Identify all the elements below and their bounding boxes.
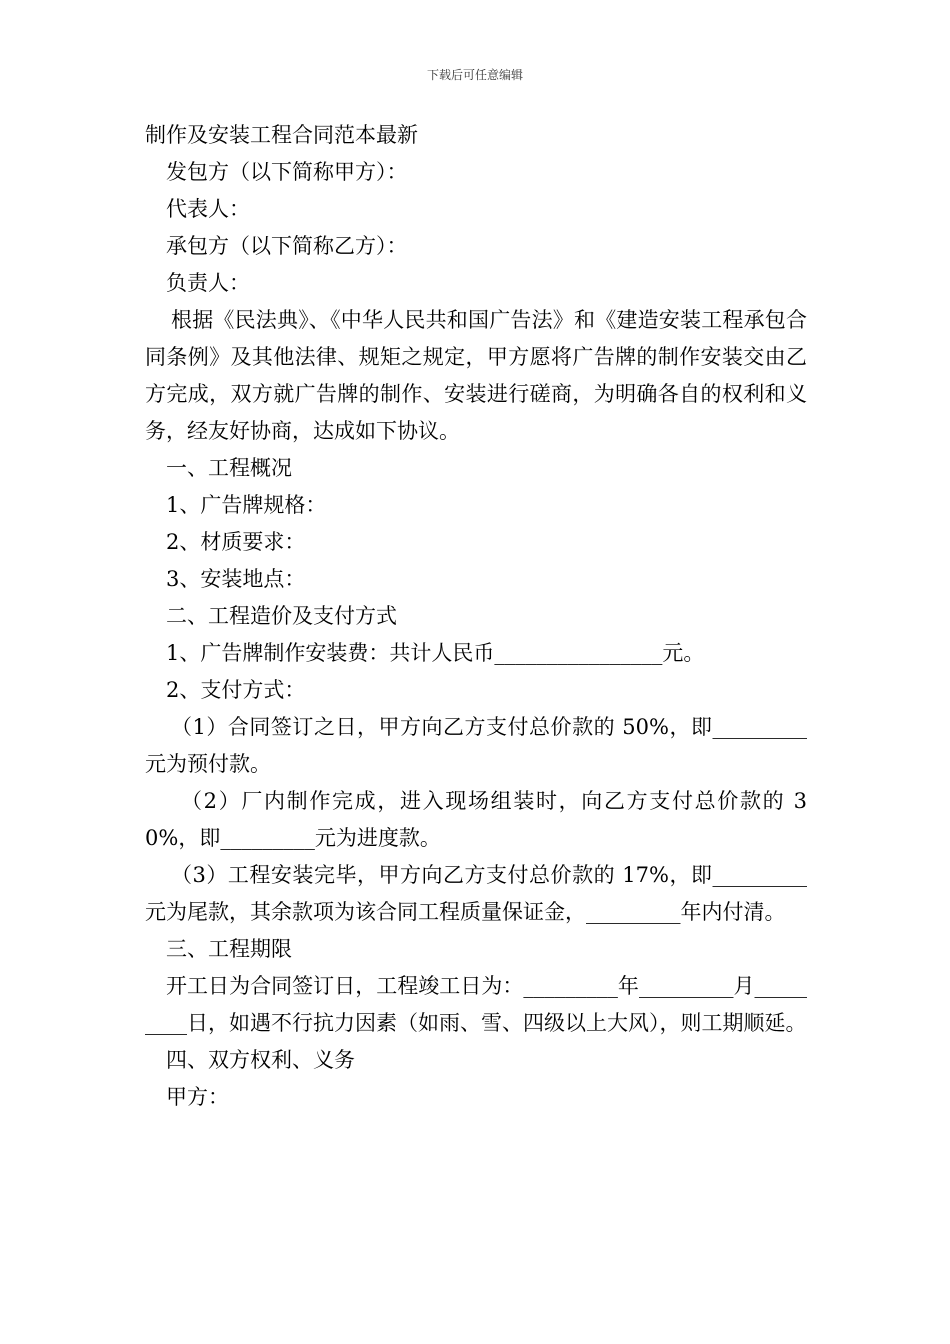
contract-paragraph: 负责人： bbox=[166, 271, 250, 295]
contract-document bbox=[145, 117, 807, 1116]
contract-paragraph: 二、工程造价及支付方式 bbox=[166, 604, 397, 628]
contract-paragraph: 2、支付方式： bbox=[166, 678, 306, 702]
contract-paragraph: （1）合同签订之日，甲方向乙方支付总价款的 50%，即_________元为预付款。 bbox=[145, 715, 807, 776]
contract-paragraph: 一、工程概况 bbox=[166, 456, 292, 480]
page-header: 下载后可任意编辑 bbox=[426, 68, 523, 82]
contract-paragraph: 2、材质要求： bbox=[166, 530, 306, 554]
contract-paragraph: 甲方： bbox=[166, 1085, 229, 1109]
document-body bbox=[145, 154, 807, 1116]
contract-paragraph: 发包方（以下简称甲方）： bbox=[166, 160, 408, 184]
contract-paragraph: 1、广告牌制作安装费：共计人民币________________元。 bbox=[166, 641, 705, 665]
contract-paragraph: 代表人： bbox=[166, 197, 250, 221]
contract-paragraph: 承包方（以下简称乙方）： bbox=[166, 234, 408, 258]
contract-paragraph: 1、广告牌规格： bbox=[166, 493, 327, 517]
contract-paragraph: 三、工程期限 bbox=[166, 937, 292, 961]
document-title: 制作及安装工程合同范本最新 bbox=[145, 123, 418, 147]
contract-paragraph: 3、安装地点： bbox=[166, 567, 306, 591]
contract-paragraph: 四、双方权利、义务 bbox=[166, 1048, 355, 1072]
contract-paragraph: （3）工程安装完毕，甲方向乙方支付总价款的 17%，即_________元为尾款，其余款项为该合同工程质量保证金，_________年内付清。 bbox=[145, 863, 807, 924]
contract-paragraph: 开工日为合同签订日，工程竣工日为：_________年_________月_________日，如遇不行抗力因素（如雨、雪、四级以上大风），则工期顺延。 bbox=[145, 974, 807, 1035]
contract-paragraph: （2）厂内制作完成，进入现场组装时，向乙方支付总价款的 30%，即_________元为进度款。 bbox=[145, 789, 807, 850]
contract-paragraph: 根据《民法典》、《中华人民共和国广告法》和《建造安装工程承包合同条例》及其他法律、规矩之规定，甲方愿将广告牌的制作安装交由乙方完成，双方就广告牌的制作、安装进行磋商，为明确各自的权利和义务，经友好协商，达成如下协议。 bbox=[145, 308, 807, 443]
